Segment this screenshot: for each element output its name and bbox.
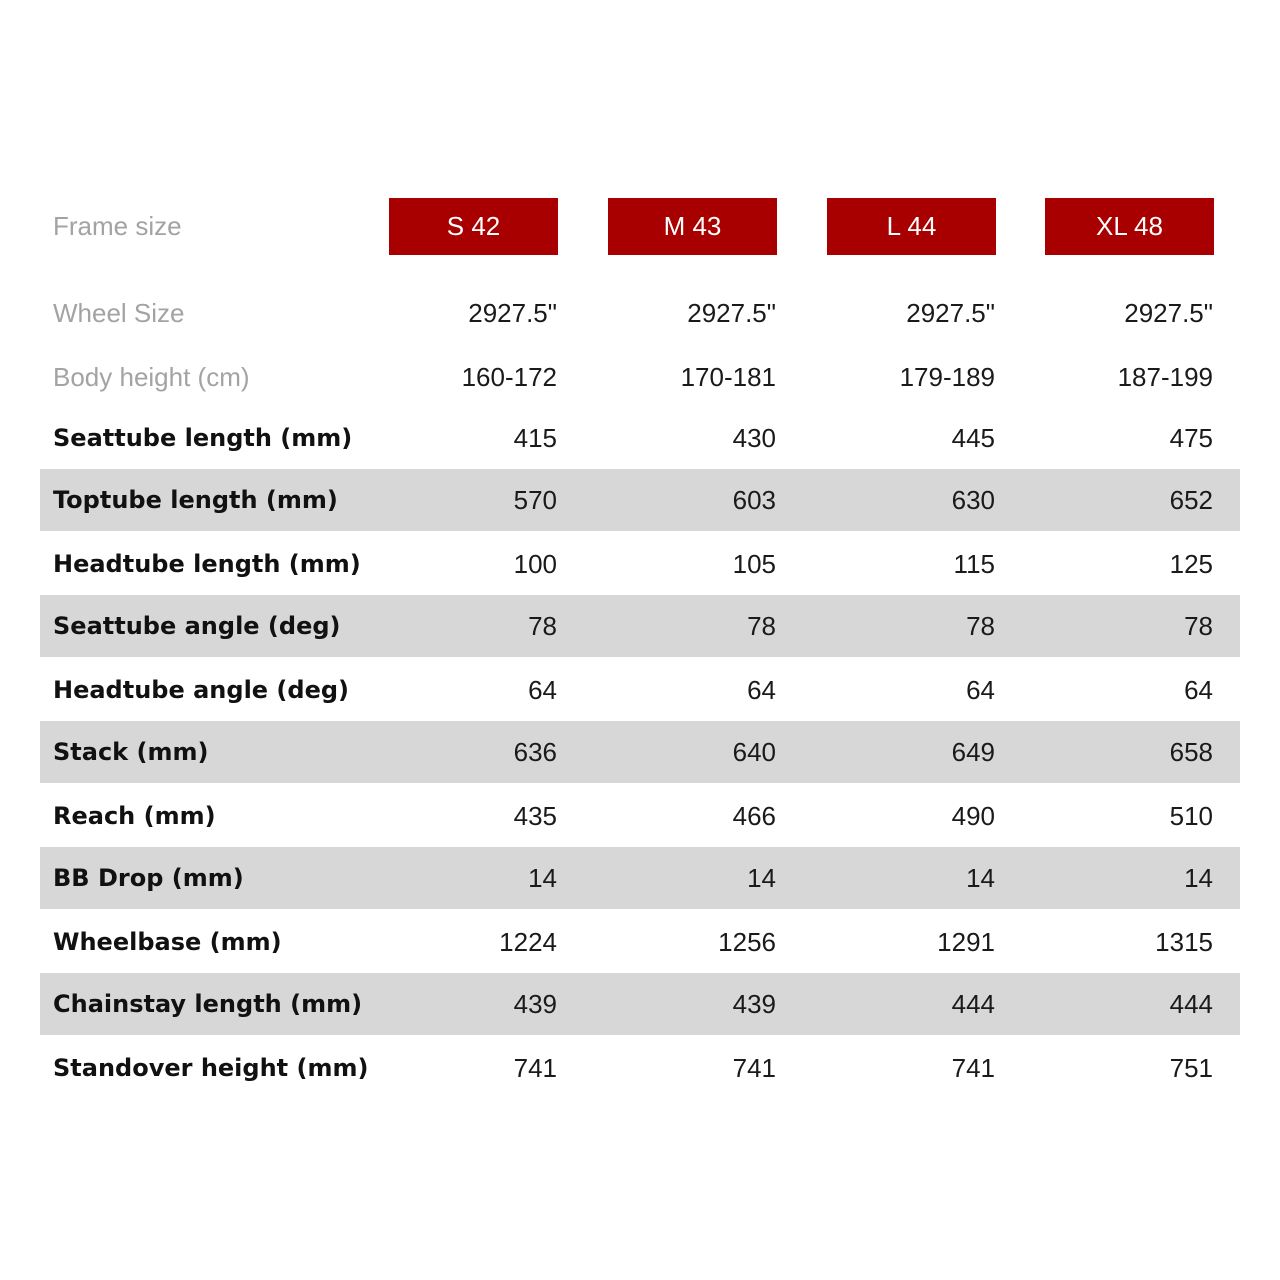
cell-value: 652: [1169, 485, 1213, 515]
cell-value: 14: [528, 863, 557, 893]
cell-value: 445: [951, 423, 995, 453]
cell-value: 630: [951, 485, 995, 515]
cell-value: 78: [747, 611, 776, 641]
cell-value: 64: [966, 675, 995, 705]
cell-value: 14: [1184, 863, 1213, 893]
cell-value: 439: [732, 989, 776, 1019]
cell-value: 1224: [499, 927, 557, 957]
table-row-body-height: [40, 346, 1240, 408]
table-row-seattube-length: [40, 407, 1240, 469]
table-row-toptube-length: [40, 469, 1240, 531]
cell-value: 640: [732, 737, 776, 767]
cell-value: 78: [966, 611, 995, 641]
cell-value: 78: [1184, 611, 1213, 641]
row-label: Headtube length (mm): [53, 550, 361, 578]
cell-value: 430: [732, 423, 776, 453]
row-label: Seattube angle (deg): [53, 612, 341, 640]
cell-value: 466: [732, 801, 776, 831]
cell-value: 179-189: [899, 362, 995, 392]
row-label: Chainstay length (mm): [53, 990, 363, 1018]
cell-value: 2927.5": [906, 298, 995, 328]
cell-value: 100: [513, 549, 557, 579]
cell-value: 1256: [718, 927, 776, 957]
cell-value: 170-181: [680, 362, 776, 392]
row-label: Wheelbase (mm): [53, 928, 282, 956]
cell-value: 741: [732, 1053, 776, 1083]
table-row-bb-drop: [40, 847, 1240, 909]
table-row-seattube-angle: [40, 595, 1240, 657]
table-row-headtube-length: [40, 533, 1240, 595]
table-row-reach: [40, 785, 1240, 847]
cell-value: 649: [951, 737, 995, 767]
cell-value: 1315: [1155, 927, 1213, 957]
row-label: Toptube length (mm): [53, 486, 338, 514]
cell-value: 490: [951, 801, 995, 831]
row-label: Stack (mm): [53, 738, 209, 766]
cell-value: 510: [1169, 801, 1213, 831]
cell-value: 64: [528, 675, 557, 705]
row-label: Body height (cm): [53, 362, 250, 392]
cell-value: 751: [1169, 1053, 1213, 1083]
cell-value: 160-172: [461, 362, 557, 392]
cell-value: 187-199: [1117, 362, 1213, 392]
cell-value: 2927.5": [1124, 298, 1213, 328]
cell-value: 444: [1169, 989, 1213, 1019]
cell-value: 125: [1169, 549, 1213, 579]
cell-value: 64: [747, 675, 776, 705]
cell-value: 603: [732, 485, 776, 515]
cell-value: 439: [513, 989, 557, 1019]
cell-value: 741: [951, 1053, 995, 1083]
cell-value: 14: [747, 863, 776, 893]
cell-value: 636: [513, 737, 557, 767]
row-label: Headtube angle (deg): [53, 676, 350, 704]
cell-value: 1291: [937, 927, 995, 957]
cell-value: 2927.5": [468, 298, 557, 328]
row-label: Reach (mm): [53, 802, 216, 830]
cell-value: 14: [966, 863, 995, 893]
row-label: Standover height (mm): [53, 1054, 369, 1082]
cell-value: 475: [1169, 423, 1213, 453]
cell-value: 2927.5": [687, 298, 776, 328]
cell-value: 570: [513, 485, 557, 515]
size-tab-xl48[interactable]: XL 48: [1045, 198, 1214, 255]
table-row-wheelbase: [40, 911, 1240, 973]
cell-value: 115: [953, 549, 995, 579]
row-label: Seattube length (mm): [53, 424, 353, 452]
table-row-wheel-size: [40, 282, 1240, 344]
cell-value: 415: [513, 423, 557, 453]
table-row-headtube-angle: [40, 659, 1240, 721]
frame-size-label: Frame size: [53, 211, 182, 241]
row-label: Wheel Size: [53, 298, 185, 328]
cell-value: 435: [513, 801, 557, 831]
cell-value: 105: [732, 549, 776, 579]
cell-value: 444: [951, 989, 995, 1019]
row-label: BB Drop (mm): [53, 864, 244, 892]
cell-value: 658: [1169, 737, 1213, 767]
table-row-standover-height: [40, 1037, 1240, 1099]
size-tab-l44[interactable]: L 44: [827, 198, 996, 255]
cell-value: 64: [1184, 675, 1213, 705]
size-tab-s42[interactable]: S 42: [389, 198, 558, 255]
table-row-chainstay-length: [40, 973, 1240, 1035]
cell-value: 741: [513, 1053, 557, 1083]
cell-value: 78: [528, 611, 557, 641]
size-tab-m43[interactable]: M 43: [608, 198, 777, 255]
table-row-stack: [40, 721, 1240, 783]
